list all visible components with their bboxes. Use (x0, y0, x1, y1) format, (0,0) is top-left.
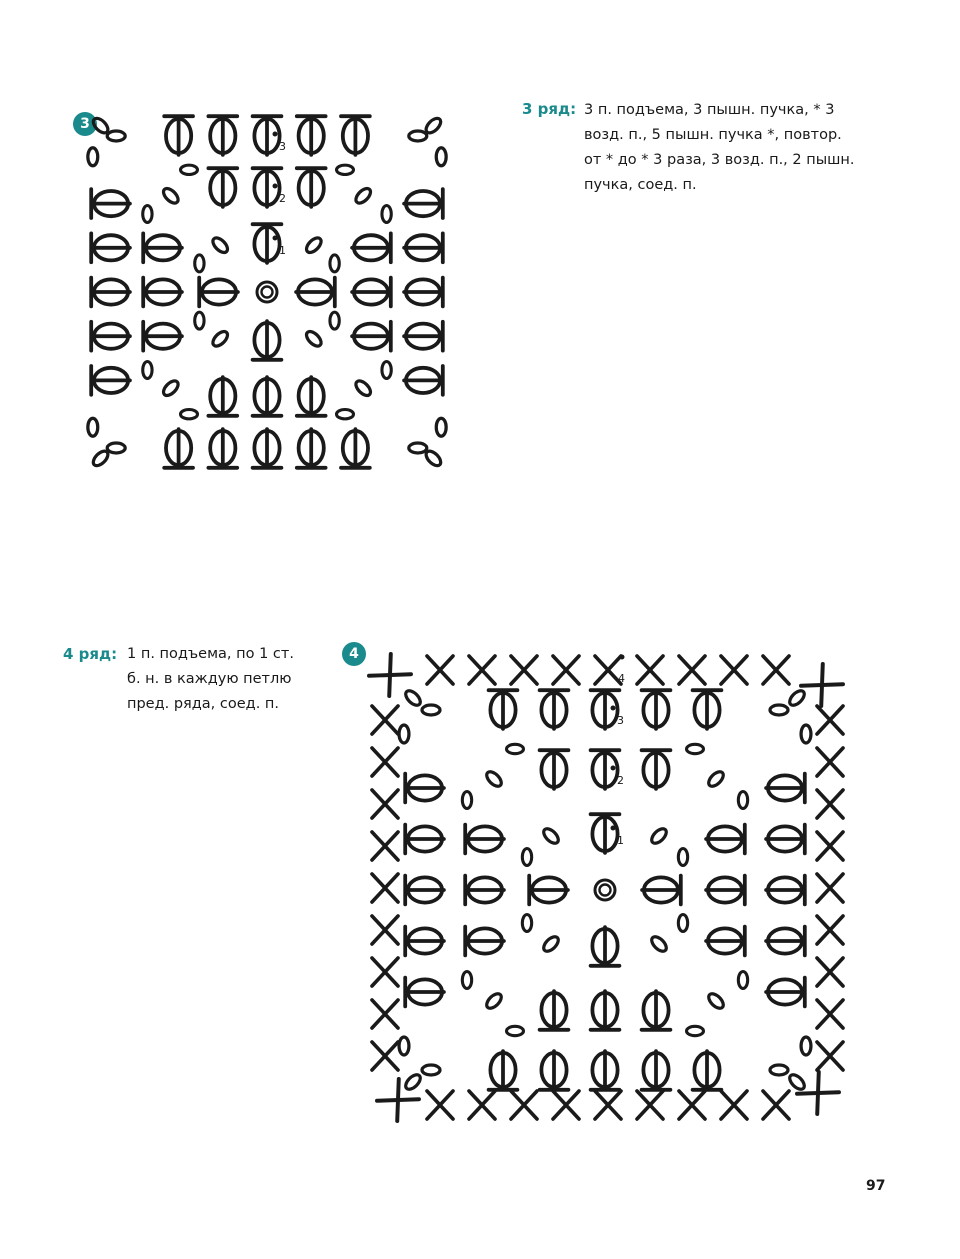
puff-stitch-symbol (164, 429, 193, 468)
chain-stitch-symbol (88, 418, 98, 436)
chain-stitch-symbol (403, 688, 423, 708)
single-crochet-symbol (721, 656, 747, 684)
chain-stitch-symbol (210, 329, 230, 349)
chain-stitch-symbol (422, 1065, 440, 1075)
puff-stitch-symbol (405, 876, 444, 905)
slip-stitch-symbol (611, 706, 616, 711)
puff-stitch-symbol (352, 322, 391, 351)
chain-stitch-symbol (484, 991, 504, 1011)
chain-stitch-symbol (304, 235, 324, 255)
single-crochet-symbol (595, 1091, 621, 1119)
chain-stitch-symbol (161, 186, 181, 206)
chain-stitch-symbol (143, 362, 152, 379)
puff-stitch-symbol (706, 927, 745, 956)
puff-stitch-symbol (297, 377, 326, 416)
single-crochet-symbol (637, 1091, 663, 1119)
round-number-mark: 3 (617, 714, 624, 727)
chain-stitch-symbol (181, 165, 198, 174)
chain-stitch-symbol (424, 116, 444, 136)
single-crochet-symbol (372, 748, 398, 776)
puff-stitch-symbol (297, 116, 326, 155)
puff-stitch-symbol (591, 814, 620, 853)
chain-stitch-symbol (88, 148, 98, 166)
single-crochet-symbol (817, 1042, 843, 1070)
instruction-line: от * до * 3 раза, 3 возд. п., 2 пышн. (584, 152, 855, 168)
puff-stitch-symbol (341, 429, 370, 468)
single-crochet-symbol (801, 664, 843, 706)
single-crochet-symbol (721, 1091, 747, 1119)
puff-stitch-symbol (341, 116, 370, 155)
chain-stitch-symbol (436, 418, 446, 436)
puff-stitch-symbol (253, 429, 282, 468)
chain-stitch-symbol (382, 206, 391, 223)
chain-stitch-symbol (541, 826, 561, 846)
puff-stitch-symbol (706, 876, 745, 905)
single-crochet-symbol (372, 916, 398, 944)
single-crochet-symbol (372, 1042, 398, 1070)
crochet-diagram-row-4 (360, 645, 860, 1130)
single-crochet-symbol (817, 706, 843, 734)
chain-stitch-symbol (436, 148, 446, 166)
row-3-instructions (584, 98, 924, 198)
single-crochet-symbol (595, 656, 621, 684)
chain-stitch-symbol (399, 1037, 409, 1055)
puff-stitch-symbol (405, 825, 444, 854)
chain-stitch-symbol (330, 255, 339, 272)
slip-stitch-symbol (273, 236, 278, 241)
chain-stitch-symbol (522, 849, 531, 866)
chain-stitch-symbol (738, 792, 747, 809)
single-crochet-symbol (817, 748, 843, 776)
puff-stitch-symbol (529, 876, 568, 905)
puff-stitch-symbol (208, 168, 237, 207)
chain-stitch-symbol (770, 705, 788, 715)
puff-stitch-symbol (91, 233, 130, 262)
puff-stitch-symbol (766, 774, 805, 803)
puff-stitch-symbol (143, 278, 182, 307)
puff-stitch-symbol (405, 927, 444, 956)
chain-stitch-symbol (107, 131, 125, 141)
instruction-line: пред. ряда, соед. п. (127, 696, 280, 712)
single-crochet-symbol (553, 1091, 579, 1119)
chain-stitch-symbol (424, 449, 444, 469)
puff-stitch-symbol (489, 690, 518, 729)
chain-stitch-symbol (195, 255, 204, 272)
chain-stitch-symbol (382, 362, 391, 379)
puff-stitch-symbol (405, 774, 444, 803)
puff-stitch-symbol (404, 366, 443, 395)
puff-stitch-symbol (91, 322, 130, 351)
magic-ring-symbol (257, 282, 277, 302)
chain-stitch-symbol (507, 744, 524, 753)
chain-stitch-symbol (787, 1072, 807, 1092)
chain-stitch-symbol (330, 312, 339, 329)
puff-stitch-symbol (208, 377, 237, 416)
puff-stitch-symbol (352, 233, 391, 262)
round-number-mark: 1 (279, 244, 286, 257)
chain-stitch-symbol (337, 165, 354, 174)
puff-stitch-symbol (199, 278, 238, 307)
puff-stitch-symbol (404, 189, 443, 218)
crochet-diagram-row-3 (85, 112, 465, 472)
diagram-4-badge: 4 (342, 642, 366, 666)
puff-stitch-symbol (404, 322, 443, 351)
page-number: 97 (866, 1178, 886, 1194)
puff-stitch-symbol (253, 224, 282, 263)
round-number-mark: 2 (617, 774, 624, 787)
slip-stitch-symbol (273, 132, 278, 137)
instruction-line: 3 п. подъема, 3 пышн. пучка, * 3 (584, 102, 835, 118)
puff-stitch-symbol (642, 750, 671, 789)
puff-stitch-symbol (404, 233, 443, 262)
single-crochet-symbol (372, 1000, 398, 1028)
single-crochet-symbol (553, 656, 579, 684)
puff-stitch-symbol (253, 168, 282, 207)
puff-stitch-symbol (591, 690, 620, 729)
single-crochet-symbol (427, 1091, 453, 1119)
single-crochet-symbol (763, 1091, 789, 1119)
instruction-line: пучка, соед. п. (584, 177, 697, 193)
chain-stitch-symbol (801, 1037, 811, 1055)
puff-stitch-symbol (297, 429, 326, 468)
single-crochet-symbol (427, 656, 453, 684)
puff-stitch-symbol (540, 690, 569, 729)
puff-stitch-symbol (352, 278, 391, 307)
chain-stitch-symbol (353, 186, 373, 206)
diagram-3-badge: 3 (73, 112, 97, 136)
single-crochet-symbol (511, 656, 537, 684)
slip-stitch-symbol (611, 766, 616, 771)
puff-stitch-symbol (693, 1051, 722, 1090)
puff-stitch-symbol (405, 978, 444, 1007)
single-crochet-symbol (372, 790, 398, 818)
puff-stitch-symbol (297, 168, 326, 207)
chain-stitch-symbol (507, 1026, 524, 1035)
puff-stitch-symbol (164, 116, 193, 155)
puff-stitch-symbol (706, 825, 745, 854)
puff-stitch-symbol (489, 1051, 518, 1090)
puff-stitch-symbol (465, 927, 504, 956)
single-crochet-symbol (763, 656, 789, 684)
chain-stitch-symbol (706, 991, 726, 1011)
chain-stitch-symbol (687, 744, 704, 753)
puff-stitch-symbol (540, 1051, 569, 1090)
chain-stitch-symbol (770, 1065, 788, 1075)
chain-stitch-symbol (706, 769, 726, 789)
round-number-mark: 3 (279, 140, 286, 153)
puff-stitch-symbol (642, 1051, 671, 1090)
single-crochet-symbol (817, 916, 843, 944)
chain-stitch-symbol (143, 206, 152, 223)
row-4-instructions (127, 642, 327, 717)
chain-stitch-symbol (649, 826, 669, 846)
chain-stitch-symbol (210, 235, 230, 255)
puff-stitch-symbol (253, 377, 282, 416)
puff-stitch-symbol (540, 991, 569, 1030)
single-crochet-symbol (372, 874, 398, 902)
puff-stitch-symbol (208, 429, 237, 468)
chain-stitch-symbol (304, 329, 324, 349)
single-crochet-symbol (369, 654, 411, 696)
chain-stitch-symbol (687, 1026, 704, 1035)
single-crochet-symbol (377, 1079, 419, 1121)
puff-stitch-symbol (766, 927, 805, 956)
chain-stitch-symbol (678, 849, 687, 866)
single-crochet-symbol (511, 1091, 537, 1119)
chain-stitch-symbol (409, 443, 427, 453)
single-crochet-symbol (637, 656, 663, 684)
puff-stitch-symbol (143, 322, 182, 351)
chain-stitch-symbol (107, 443, 125, 453)
slip-stitch-symbol (273, 184, 278, 189)
chain-stitch-symbol (422, 705, 440, 715)
puff-stitch-symbol (465, 825, 504, 854)
single-crochet-symbol (817, 832, 843, 860)
single-crochet-symbol (372, 832, 398, 860)
magic-ring-symbol (595, 880, 615, 900)
row-4-label: 4 ряд: (63, 645, 118, 663)
puff-stitch-symbol (766, 978, 805, 1007)
puff-stitch-symbol (642, 876, 681, 905)
single-crochet-symbol (817, 790, 843, 818)
puff-stitch-symbol (642, 690, 671, 729)
chain-stitch-symbol (649, 934, 669, 954)
single-crochet-symbol (679, 1091, 705, 1119)
chain-stitch-symbol (678, 915, 687, 932)
chain-stitch-symbol (195, 312, 204, 329)
puff-stitch-symbol (253, 321, 282, 360)
slip-stitch-symbol (611, 826, 616, 831)
chain-stitch-symbol (91, 449, 111, 469)
puff-stitch-symbol (253, 116, 282, 155)
puff-stitch-symbol (296, 278, 335, 307)
chain-stitch-symbol (801, 725, 811, 743)
chain-stitch-symbol (462, 792, 471, 809)
puff-stitch-symbol (91, 189, 130, 218)
chain-stitch-symbol (337, 410, 354, 419)
puff-stitch-symbol (766, 876, 805, 905)
puff-stitch-symbol (693, 690, 722, 729)
chain-stitch-symbol (541, 934, 561, 954)
instruction-line: возд. п., 5 пышн. пучка *, повтор. (584, 127, 842, 143)
instruction-line: 1 п. подъема, по 1 ст. (127, 646, 294, 662)
single-crochet-symbol (372, 706, 398, 734)
chain-stitch-symbol (399, 725, 409, 743)
puff-stitch-symbol (208, 116, 237, 155)
chain-stitch-symbol (738, 972, 747, 989)
puff-stitch-symbol (766, 825, 805, 854)
round-number-mark: 4 (618, 672, 625, 685)
single-crochet-symbol (817, 958, 843, 986)
chain-stitch-symbol (522, 915, 531, 932)
puff-stitch-symbol (591, 1051, 620, 1090)
round-number-mark: 2 (279, 192, 286, 205)
single-crochet-symbol (372, 958, 398, 986)
row-3-label: 3 ряд: (522, 100, 577, 118)
puff-stitch-symbol (404, 278, 443, 307)
puff-stitch-symbol (591, 991, 620, 1030)
instruction-line: б. н. в каждую петлю (127, 671, 292, 687)
chain-stitch-symbol (484, 769, 504, 789)
chain-stitch-symbol (787, 688, 807, 708)
round-number-mark: 1 (617, 834, 624, 847)
chain-stitch-symbol (409, 131, 427, 141)
single-crochet-symbol (469, 656, 495, 684)
single-crochet-symbol (797, 1072, 839, 1114)
chain-stitch-symbol (462, 972, 471, 989)
puff-stitch-symbol (465, 876, 504, 905)
puff-stitch-symbol (91, 366, 130, 395)
chain-stitch-symbol (403, 1072, 423, 1092)
chain-stitch-symbol (91, 116, 111, 136)
single-crochet-symbol (817, 1000, 843, 1028)
puff-stitch-symbol (91, 278, 130, 307)
chain-stitch-symbol (353, 378, 373, 398)
puff-stitch-symbol (540, 750, 569, 789)
chain-stitch-symbol (181, 410, 198, 419)
single-crochet-symbol (469, 1091, 495, 1119)
puff-stitch-symbol (591, 750, 620, 789)
single-crochet-symbol (679, 656, 705, 684)
single-crochet-symbol (817, 874, 843, 902)
puff-stitch-symbol (642, 991, 671, 1030)
chain-stitch-symbol (161, 378, 181, 398)
puff-stitch-symbol (591, 927, 620, 966)
puff-stitch-symbol (143, 233, 182, 262)
